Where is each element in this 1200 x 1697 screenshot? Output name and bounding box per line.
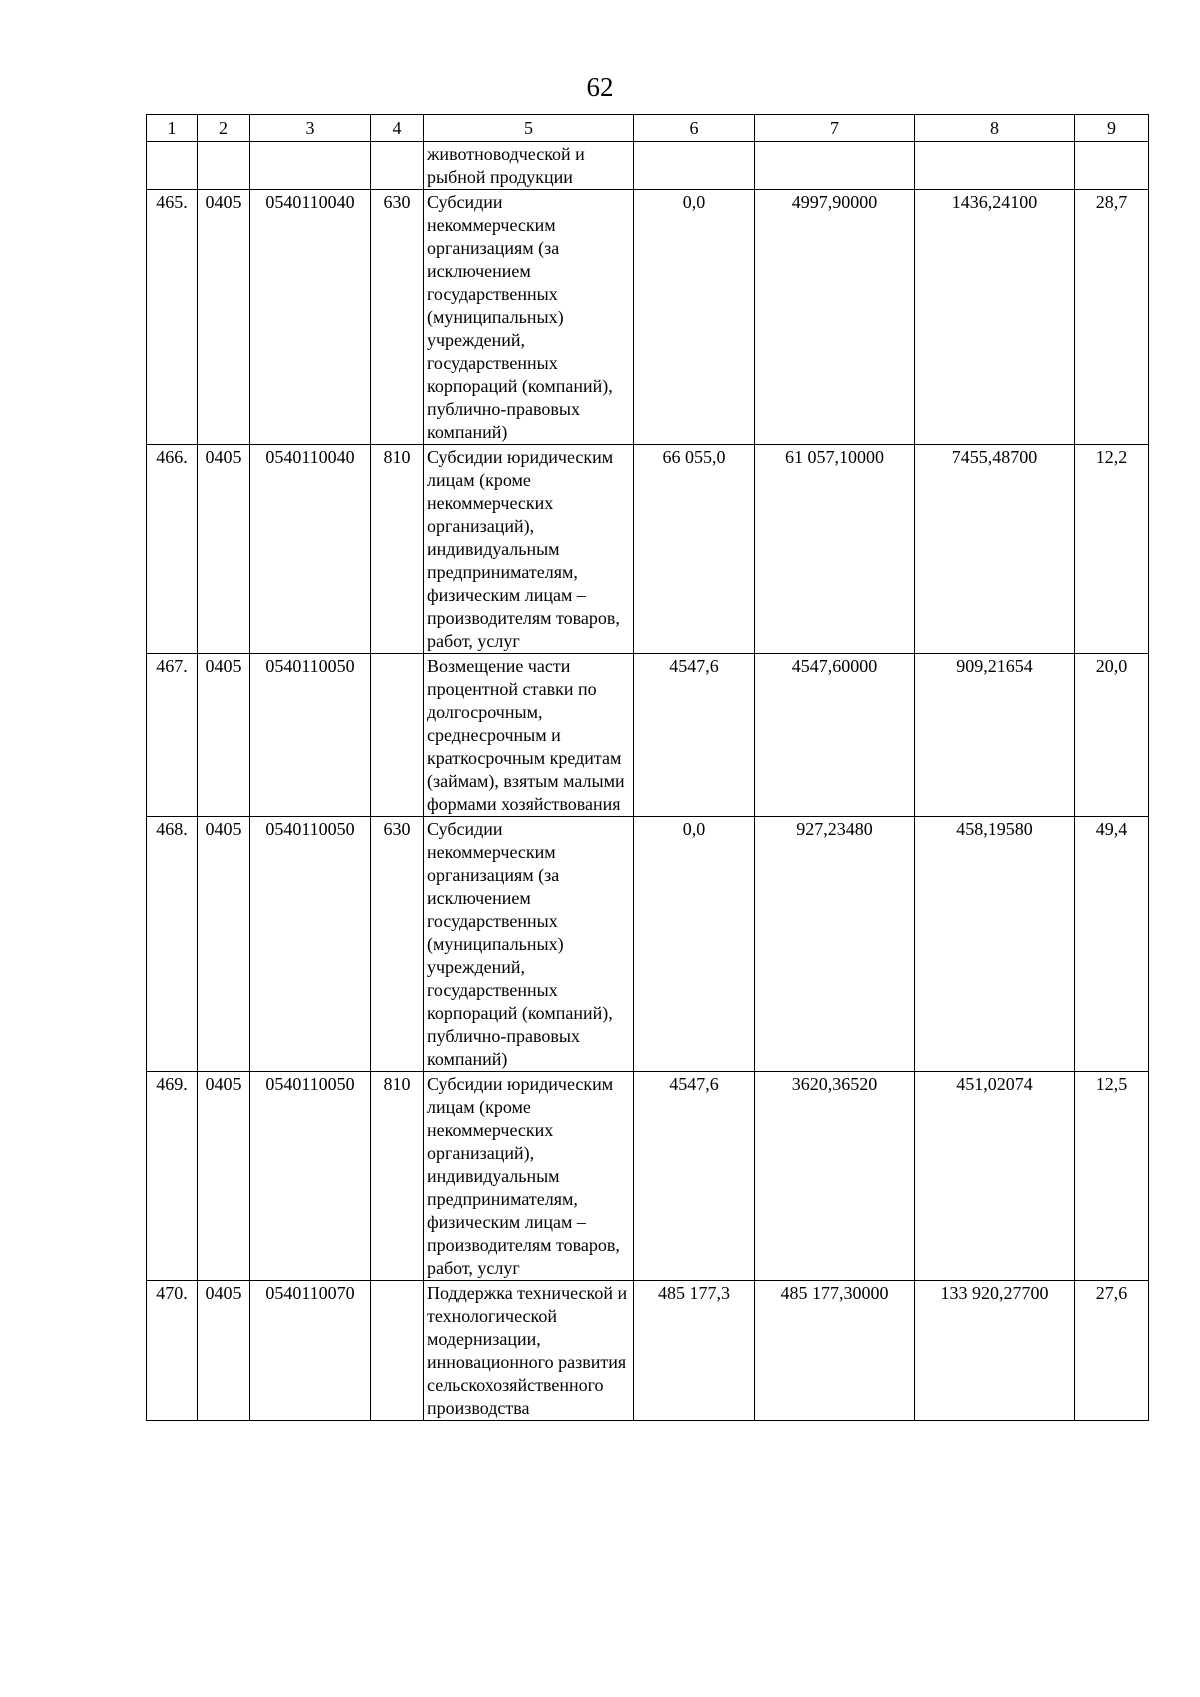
table-row bbox=[147, 190, 1149, 445]
cell-executed: 1436,24100 bbox=[915, 190, 1075, 445]
cell-section: 0405 bbox=[198, 1281, 250, 1421]
cell-percent: 12,5 bbox=[1075, 1072, 1149, 1281]
table-row bbox=[147, 1072, 1149, 1281]
cell-percent bbox=[1075, 142, 1149, 190]
column-header-7: 7 bbox=[755, 115, 915, 142]
cell-refined: 3620,36520 bbox=[755, 1072, 915, 1281]
cell-target bbox=[250, 142, 371, 190]
cell-refined: 4547,60000 bbox=[755, 654, 915, 817]
cell-refined: 927,23480 bbox=[755, 817, 915, 1072]
cell-kind: 810 bbox=[371, 445, 424, 654]
cell-kind bbox=[371, 142, 424, 190]
cell-description: Поддержка технической и технологической модернизации, инновационного развития сельскохозяйственного производства bbox=[424, 1281, 634, 1421]
cell-executed: 458,19580 bbox=[915, 817, 1075, 1072]
page-number: 62 bbox=[586, 72, 614, 102]
cell-kind: 630 bbox=[371, 190, 424, 445]
cell-target: 0540110050 bbox=[250, 654, 371, 817]
cell-description: Субсидии некоммерческим организациям (за исключением государственных (муниципальных) учреждений, государственных корпораций (компаний), публично-правовых компаний) bbox=[424, 190, 634, 445]
cell-description: Возмещение части процентной ставки по долгосрочным, среднесрочным и краткосрочным кредитам (займам), взятым малыми формами хозяйствования bbox=[424, 654, 634, 817]
continuation-row bbox=[147, 142, 1149, 190]
column-header-1: 1 bbox=[147, 115, 198, 142]
cell-executed: 451,02074 bbox=[915, 1072, 1075, 1281]
cell-kind: 810 bbox=[371, 1072, 424, 1281]
cell-description: Субсидии некоммерческим организациям (за исключением государственных (муниципальных) учреждений, государственных корпораций (компаний), публично-правовых компаний) bbox=[424, 817, 634, 1072]
cell-plan: 0,0 bbox=[634, 190, 755, 445]
column-header-5: 5 bbox=[424, 115, 634, 142]
cell-percent: 28,7 bbox=[1075, 190, 1149, 445]
cell-index: 468. bbox=[147, 817, 198, 1072]
column-header-4: 4 bbox=[371, 115, 424, 142]
cell-percent: 12,2 bbox=[1075, 445, 1149, 654]
cell-plan: 4547,6 bbox=[634, 1072, 755, 1281]
column-header-6: 6 bbox=[634, 115, 755, 142]
column-header-2: 2 bbox=[198, 115, 250, 142]
cell-refined: 4997,90000 bbox=[755, 190, 915, 445]
cell-description: животноводческой и рыбной продукции bbox=[424, 142, 634, 190]
cell-plan: 485 177,3 bbox=[634, 1281, 755, 1421]
cell-section: 0405 bbox=[198, 654, 250, 817]
cell-plan bbox=[634, 142, 755, 190]
table-row bbox=[147, 1281, 1149, 1421]
cell-executed bbox=[915, 142, 1075, 190]
cell-index: 466. bbox=[147, 445, 198, 654]
cell-kind bbox=[371, 654, 424, 817]
cell-target: 0540110040 bbox=[250, 190, 371, 445]
cell-index: 469. bbox=[147, 1072, 198, 1281]
cell-percent: 27,6 bbox=[1075, 1281, 1149, 1421]
cell-index: 465. bbox=[147, 190, 198, 445]
cell-target: 0540110070 bbox=[250, 1281, 371, 1421]
cell-plan: 66 055,0 bbox=[634, 445, 755, 654]
cell-executed: 7455,48700 bbox=[915, 445, 1075, 654]
cell-percent: 49,4 bbox=[1075, 817, 1149, 1072]
cell-plan: 0,0 bbox=[634, 817, 755, 1072]
cell-index: 470. bbox=[147, 1281, 198, 1421]
budget-table bbox=[146, 114, 1149, 1421]
cell-index: 467. bbox=[147, 654, 198, 817]
cell-executed: 909,21654 bbox=[915, 654, 1075, 817]
table-row bbox=[147, 654, 1149, 817]
cell-index bbox=[147, 142, 198, 190]
cell-section: 0405 bbox=[198, 190, 250, 445]
cell-target: 0540110050 bbox=[250, 1072, 371, 1281]
table-row bbox=[147, 817, 1149, 1072]
cell-kind bbox=[371, 1281, 424, 1421]
cell-section: 0405 bbox=[198, 817, 250, 1072]
cell-section bbox=[198, 142, 250, 190]
header-row bbox=[147, 115, 1149, 142]
cell-executed: 133 920,27700 bbox=[915, 1281, 1075, 1421]
column-header-9: 9 bbox=[1075, 115, 1149, 142]
cell-kind: 630 bbox=[371, 817, 424, 1072]
column-header-3: 3 bbox=[250, 115, 371, 142]
cell-section: 0405 bbox=[198, 445, 250, 654]
cell-plan: 4547,6 bbox=[634, 654, 755, 817]
cell-refined: 61 057,10000 bbox=[755, 445, 915, 654]
cell-target: 0540110040 bbox=[250, 445, 371, 654]
column-header-8: 8 bbox=[915, 115, 1075, 142]
cell-description: Субсидии юридическим лицам (кроме некоммерческих организаций), индивидуальным предпринимателям, физическим лицам – производителям товаров, работ, услуг bbox=[424, 1072, 634, 1281]
cell-target: 0540110050 bbox=[250, 817, 371, 1072]
cell-refined: 485 177,30000 bbox=[755, 1281, 915, 1421]
cell-refined bbox=[755, 142, 915, 190]
cell-section: 0405 bbox=[198, 1072, 250, 1281]
cell-description: Субсидии юридическим лицам (кроме некоммерческих организаций), индивидуальным предпринимателям, физическим лицам – производителям товаров, работ, услуг bbox=[424, 445, 634, 654]
table-row bbox=[147, 445, 1149, 654]
cell-percent: 20,0 bbox=[1075, 654, 1149, 817]
